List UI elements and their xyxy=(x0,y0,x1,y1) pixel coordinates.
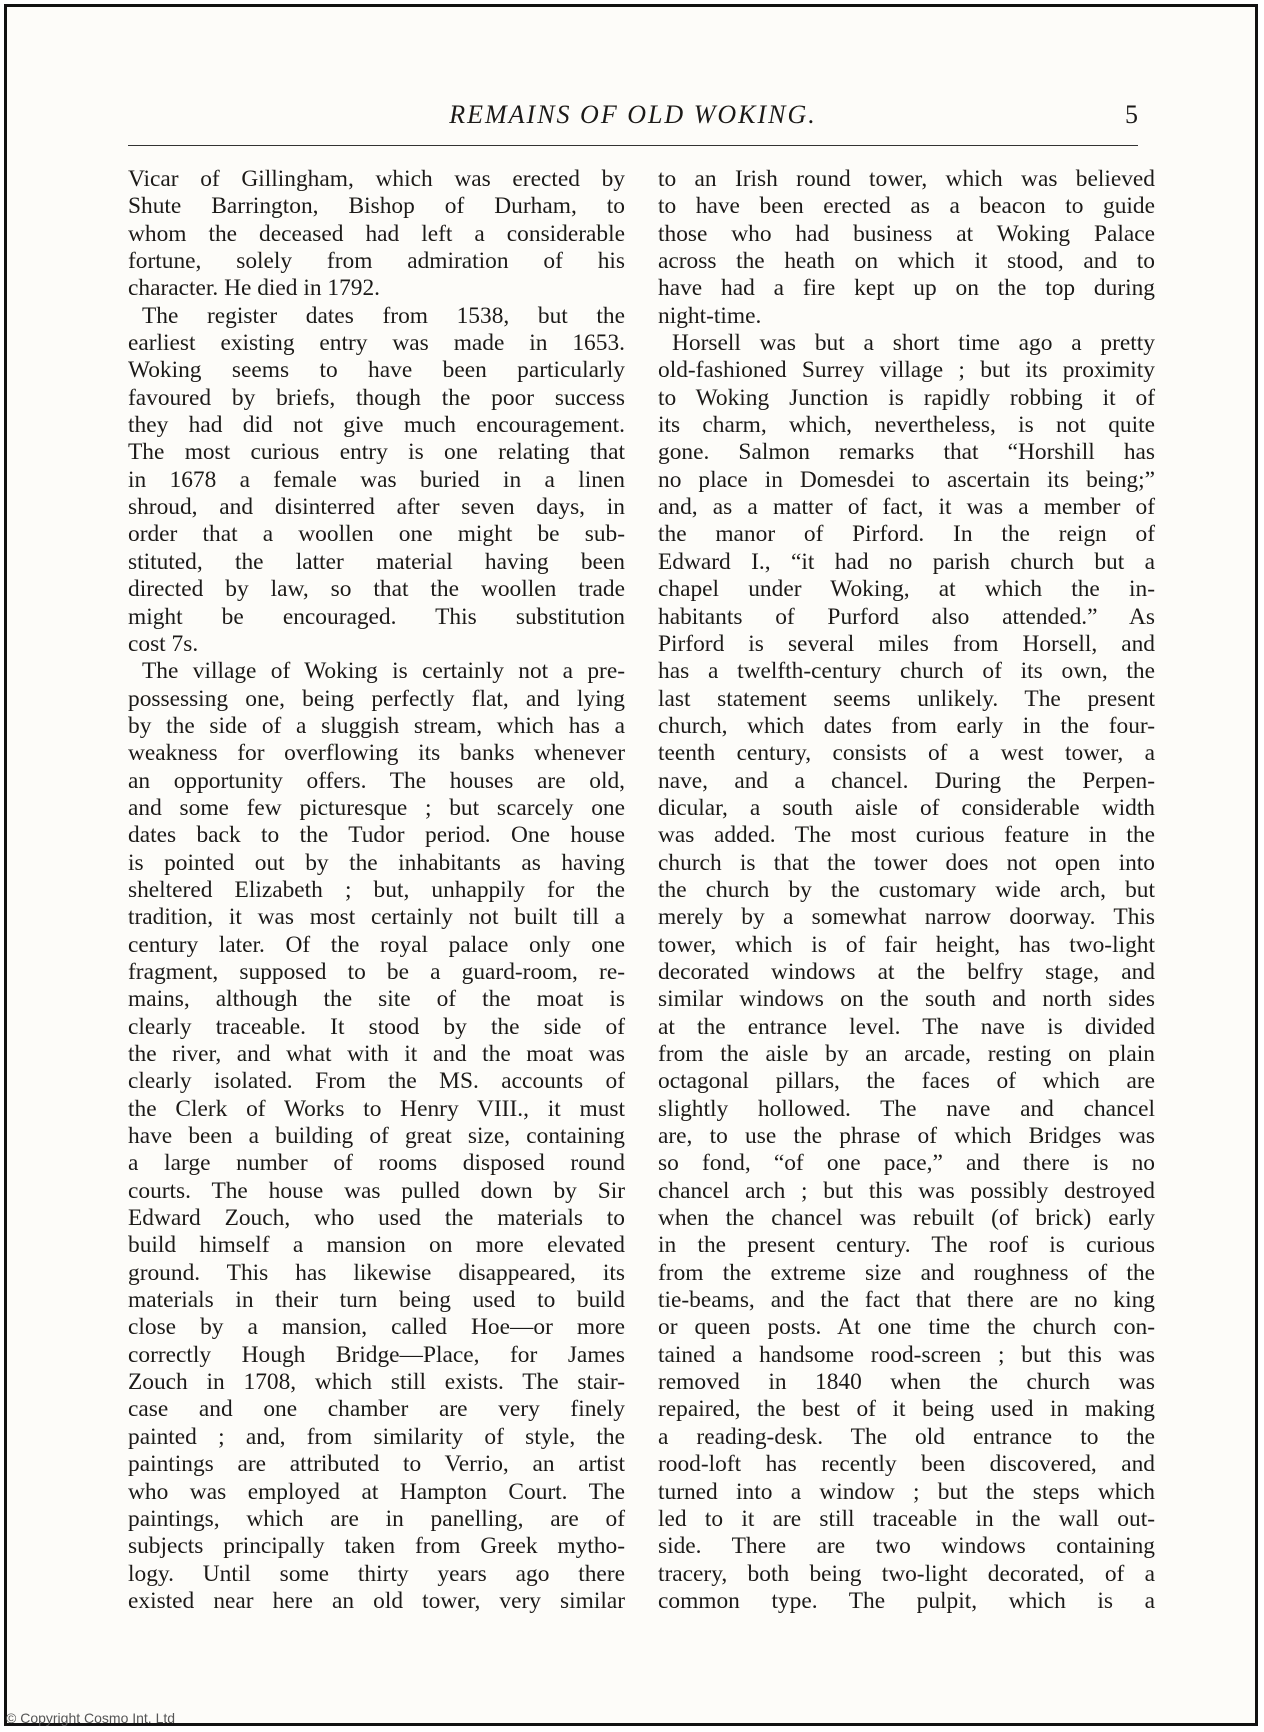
text-line: Pirford is several miles from Horsell, and xyxy=(658,630,1155,657)
text-line: shroud, and disinterred after seven days, in xyxy=(128,494,625,521)
text-line: its charm, which, nevertheless, is not quite xyxy=(658,412,1155,439)
text-line: led to it are still traceable in the wall out- xyxy=(658,1505,1155,1532)
text-line: dates back to the Tudor period. One house xyxy=(128,822,625,849)
running-title: REMAINS OF OLD WOKING. xyxy=(449,100,817,129)
right-column xyxy=(658,166,1155,1615)
text-line: tained a handsome rood-screen ; but this was xyxy=(658,1341,1155,1368)
page-header xyxy=(128,92,1138,136)
text-line: chapel under Woking, at which the in- xyxy=(658,576,1155,603)
text-line: order that a woollen one might be sub- xyxy=(128,521,625,548)
text-line: weakness for overflowing its banks whenever xyxy=(128,740,625,767)
text-line: clearly isolated. From the MS. accounts of xyxy=(128,1068,625,1095)
text-line: dicular, a south aisle of considerable width xyxy=(658,794,1155,821)
text-line: ground. This has likewise disappeared, its xyxy=(128,1259,625,1286)
text-line: was added. The most curious feature in the xyxy=(658,822,1155,849)
text-line: common type. The pulpit, which is a xyxy=(658,1587,1155,1614)
text-line: turned into a window ; but the steps which xyxy=(658,1478,1155,1505)
text-line: the river, and what with it and the moat was xyxy=(128,1041,625,1067)
text-line: removed in 1840 when the church was xyxy=(658,1369,1155,1396)
text-line: side. There are two windows containing xyxy=(658,1533,1155,1560)
text-line: last statement seems unlikely. The present xyxy=(658,685,1155,712)
text-line: whom the deceased had left a considerable xyxy=(128,220,625,247)
text-line: slightly hollowed. The nave and chancel xyxy=(658,1095,1155,1122)
text-line: fortune, solely from admiration of his xyxy=(128,248,625,275)
text-line: they had did not give much encouragement. xyxy=(128,412,625,439)
text-line: the church by the customary wide arch, but xyxy=(658,876,1155,903)
text-line: church is that the tower does not open into xyxy=(658,849,1155,876)
text-line: close by a mansion, called Hoe—or more xyxy=(128,1314,625,1341)
text-line: from the extreme size and roughness of the xyxy=(658,1259,1155,1286)
text-line: The register dates from 1538, but the xyxy=(142,302,625,329)
text-line: the Clerk of Works to Henry VIII., it must xyxy=(128,1095,625,1122)
text-line: are, to use the phrase of which Bridges was xyxy=(658,1123,1155,1150)
text-line: and, as a matter of fact, it was a member of xyxy=(658,494,1155,521)
text-line: teenth century, consists of a west tower, a xyxy=(658,740,1155,767)
left-column xyxy=(128,166,625,1615)
text-line: mains, although the site of the moat is xyxy=(128,986,625,1013)
text-line: a reading-desk. The old entrance to the xyxy=(658,1423,1155,1450)
text-line: at the entrance level. The nave is divided xyxy=(658,1013,1155,1040)
text-line: from the aisle by an arcade, resting on plain xyxy=(658,1041,1155,1067)
text-line: have had a fire kept up on the top during xyxy=(658,275,1155,302)
text-line: across the heath on which it stood, and to xyxy=(658,248,1155,275)
header-rule xyxy=(128,145,1138,146)
text-line: to have been erected as a beacon to guide xyxy=(658,193,1155,220)
text-line: in the present century. The roof is curious xyxy=(658,1232,1155,1259)
text-line: tie-beams, and the fact that there are no king xyxy=(658,1287,1155,1314)
text-line: The village of Woking is certainly not a pre- xyxy=(142,658,625,685)
text-line: a large number of rooms disposed round xyxy=(128,1150,625,1177)
text-line: and some few picturesque ; but scarcely one xyxy=(128,794,625,821)
text-line: is pointed out by the inhabitants as having xyxy=(128,849,625,876)
text-line: paintings, which are in panelling, are of xyxy=(128,1505,625,1532)
text-line: octagonal pillars, the faces of which are xyxy=(658,1068,1155,1095)
text-line: decorated windows at the belfry stage, and xyxy=(658,958,1155,985)
text-line: old-fashioned Surrey village ; but its proximity xyxy=(658,357,1155,384)
text-line: tracery, both being two-light decorated, of a xyxy=(658,1560,1155,1587)
text-line: church, which dates from early in the four- xyxy=(658,712,1155,739)
text-line: possessing one, being perfectly flat, and lying xyxy=(128,685,625,712)
text-line: similar windows on the south and north sides xyxy=(658,986,1155,1013)
text-line: to Woking Junction is rapidly robbing it of xyxy=(658,384,1155,411)
text-line: Zouch in 1708, which still exists. The stair- xyxy=(128,1369,625,1396)
text-line: cost 7s. xyxy=(128,630,199,657)
text-line: century later. Of the royal palace only one xyxy=(128,931,625,958)
text-line: build himself a mansion on more elevated xyxy=(128,1232,625,1259)
text-line: Shute Barrington, Bishop of Durham, to xyxy=(128,193,625,220)
text-line: Woking seems to have been particularly xyxy=(128,357,625,384)
text-line: in 1678 a female was buried in a linen xyxy=(128,466,625,493)
text-line: might be encouraged. This substitution xyxy=(128,603,625,630)
text-line: repaired, the best of it being used in making xyxy=(658,1396,1155,1423)
text-line: night-time. xyxy=(658,302,762,329)
page-number: 5 xyxy=(1125,100,1138,129)
text-line: case and one chamber are very finely xyxy=(128,1396,625,1423)
text-line: fragment, supposed to be a guard-room, re- xyxy=(128,958,625,985)
text-line: subjects principally taken from Greek mytho- xyxy=(128,1533,625,1560)
text-line: gone. Salmon remarks that “Horshill has xyxy=(658,439,1155,466)
text-line: logy. Until some thirty years ago there xyxy=(128,1560,625,1587)
text-line: The most curious entry is one relating that xyxy=(128,439,625,466)
text-line: those who had business at Woking Palace xyxy=(658,220,1155,247)
text-line: Vicar of Gillingham, which was erected by xyxy=(128,166,625,192)
text-line: tradition, it was most certainly not built till a xyxy=(128,904,625,931)
text-line: character. He died in 1792. xyxy=(128,275,380,302)
text-line: who was employed at Hampton Court. The xyxy=(128,1478,625,1505)
text-line: courts. The house was pulled down by Sir xyxy=(128,1177,625,1204)
text-line: Edward I., “it had no parish church but a xyxy=(658,548,1155,575)
copyright-notice: © Copyright Cosmo Int. Ltd xyxy=(6,1710,176,1726)
text-line: chancel arch ; but this was possibly destroyed xyxy=(658,1177,1155,1204)
text-line: Horsell was but a short time ago a pretty xyxy=(672,330,1155,357)
text-line: sheltered Elizabeth ; but, unhappily for the xyxy=(128,876,625,903)
text-line: tower, which is of fair height, has two-light xyxy=(658,931,1155,958)
text-line: the manor of Pirford. In the reign of xyxy=(658,521,1155,548)
text-line: favoured by briefs, though the poor success xyxy=(128,384,625,411)
text-line: stituted, the latter material having been xyxy=(128,548,625,575)
text-line: materials in their turn being used to build xyxy=(128,1287,625,1314)
text-line: habitants of Purford also attended.” As xyxy=(658,603,1155,630)
text-line: when the chancel was rebuilt (of brick) early xyxy=(658,1205,1155,1232)
text-line: no place in Domesdei to ascertain its being;” xyxy=(658,466,1155,493)
text-line: has a twelfth-century church of its own, the xyxy=(658,658,1155,685)
text-line: by the side of a sluggish stream, which has a xyxy=(128,712,625,739)
text-line: nave, and a chancel. During the Perpen- xyxy=(658,767,1155,794)
text-line: directed by law, so that the woollen trade xyxy=(128,576,625,603)
text-line: so fond, “of one pace,” and there is no xyxy=(658,1150,1155,1177)
text-line: painted ; and, from similarity of style, the xyxy=(128,1423,625,1450)
text-line: merely by a somewhat narrow doorway. This xyxy=(658,904,1155,931)
text-line: Edward Zouch, who used the materials to xyxy=(128,1205,625,1232)
text-line: correctly Hough Bridge—Place, for James xyxy=(128,1341,625,1368)
text-line: or queen posts. At one time the church con- xyxy=(658,1314,1155,1341)
text-line: rood-loft has recently been discovered, and xyxy=(658,1451,1155,1478)
text-line: to an Irish round tower, which was believed xyxy=(658,166,1155,192)
text-line: earliest existing entry was made in 1653. xyxy=(128,330,625,357)
text-line: clearly traceable. It stood by the side of xyxy=(128,1013,625,1040)
text-line: an opportunity offers. The houses are old, xyxy=(128,767,625,794)
text-line: existed near here an old tower, very similar xyxy=(128,1587,625,1614)
text-line: paintings are attributed to Verrio, an artist xyxy=(128,1451,625,1478)
text-line: have been a building of great size, containing xyxy=(128,1123,625,1150)
